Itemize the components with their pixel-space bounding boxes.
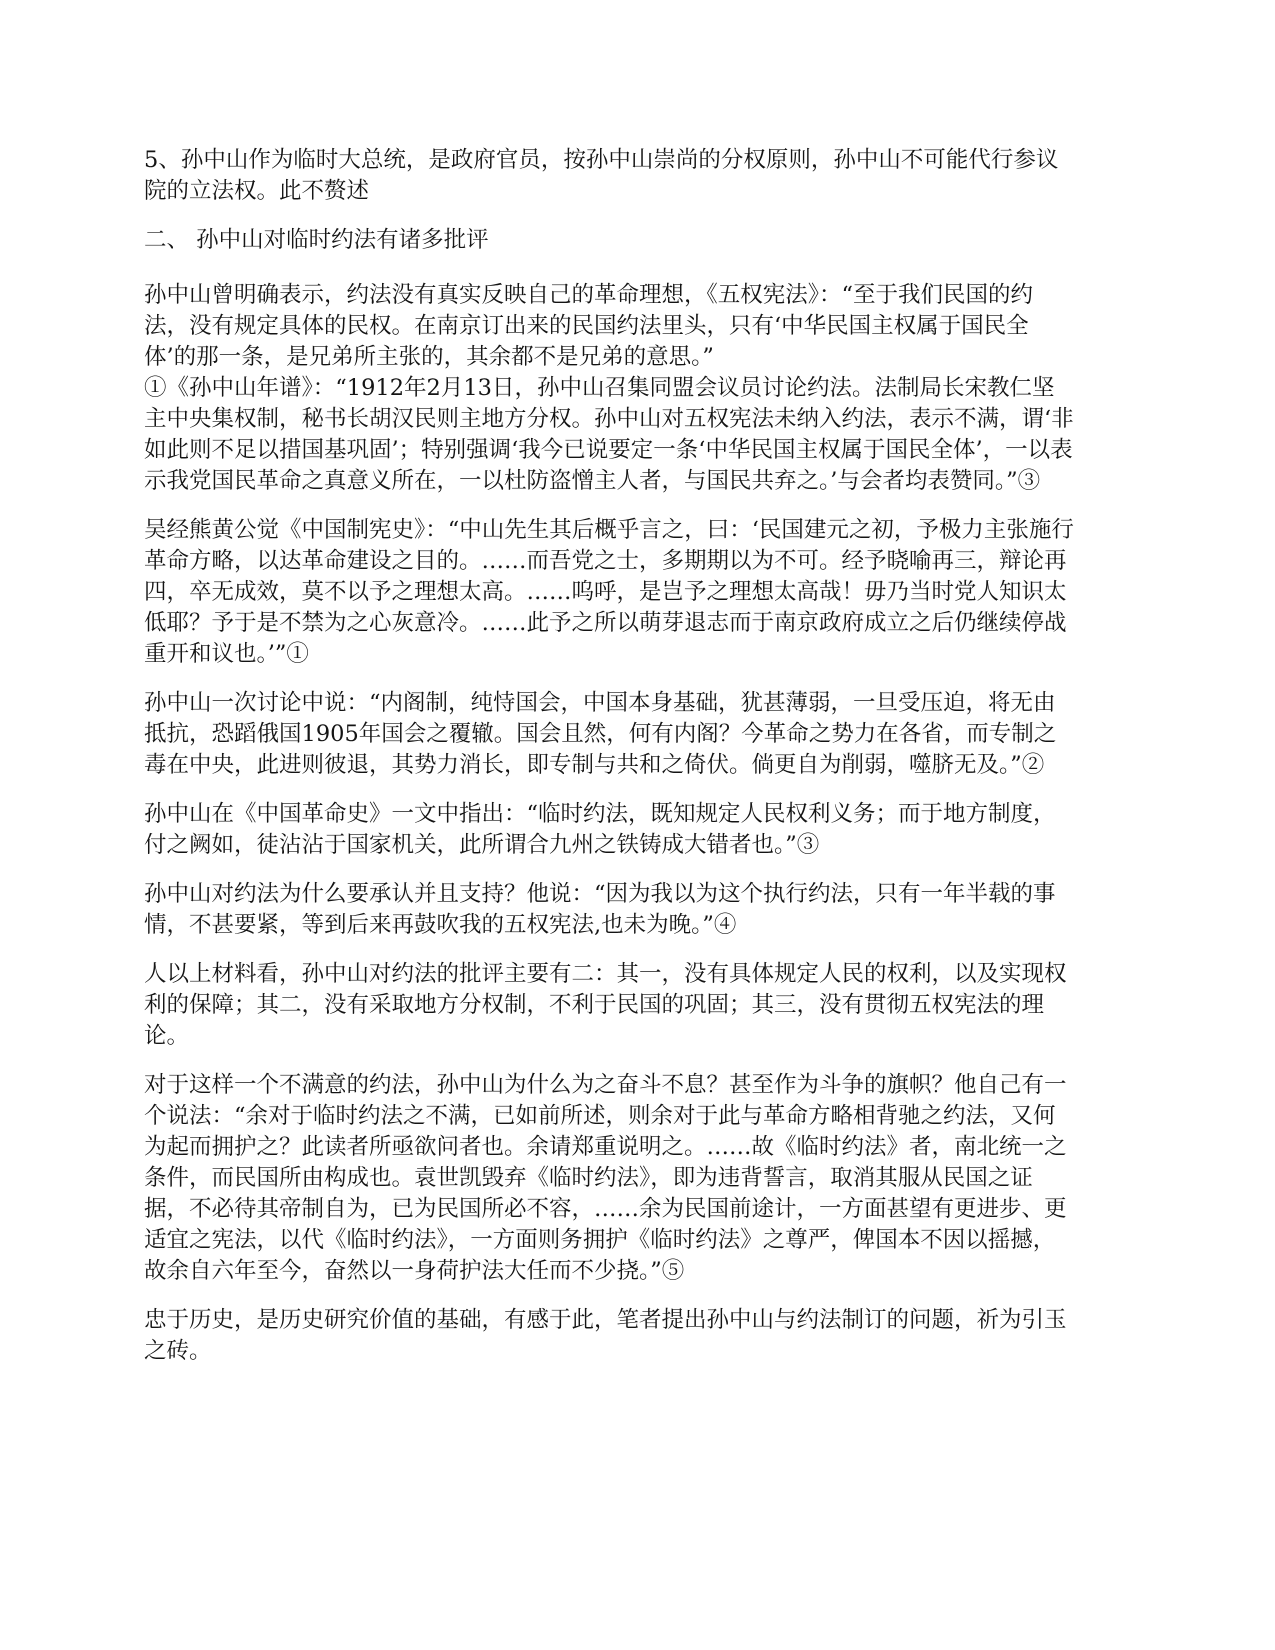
paragraph-support-reason: 孙中山对约法为什么要承认并且支持？他说：“因为我以为这个执行约法，只有一年半载的事情，不甚要紧，等到后来再鼓吹我的五权宪法,也未为晚。”④ — [144, 881, 1056, 938]
paragraph-nianpu-quote: ①《孙中山年谱》：“1912年2月13日，孙中山召集同盟会议员讨论约法。法制局长宋教仁坚主中央集权制，秘书长胡汉民则主地方分权。孙中山对五权宪法未纳入约法，表示不满，谓‘非如此则不足以措国基巩固’；特别强调‘我今已说要定一条‘中华民国主权属于国民全体’，一以表示我党国民革命之真意义所在，一以杜防盗憎主人者，与国民共弃之。’与会者均表赞同。”③ — [144, 375, 1074, 494]
section-heading-2: 二、 孙中山对临时约法有诸多批评 — [144, 227, 489, 253]
paragraph-neige-discussion: 孙中山一次讨论中说：“内阁制，纯恃国会，中国本身基础，犹甚薄弱，一旦受压迫，将无由抵抗，恐蹈俄国1905年国会之覆辙。国会且然，何有内阁？今革命之势力在各省，而专制之毒在中央，此进则彼退，其势力消长，即专制与共和之倚伏。倘更自为削弱，噬脐无及。”② — [144, 690, 1057, 778]
paragraph-point-5: 5、孙中山作为临时大总统，是政府官员，按孙中山崇尚的分权原则，孙中山不可能代行参议院的立法权。此不赘述 — [144, 147, 1059, 204]
paragraph-criticism-summary: 人以上材料看，孙中山对约法的批评主要有二：其一，没有具体规定人民的权利，以及实现权利的保障；其二，没有采取地方分权制，不利于民国的巩固；其三，没有贯彻五权宪法的理论。 — [144, 961, 1067, 1049]
paragraph-geming-shi-quote: 孙中山在《中国革命史》一文中指出：“临时约法，既知规定人民权利义务；而于地方制度，付之阙如，徒沾沾于国家机关，此所谓合九州之铁铸成大错者也。”③ — [144, 801, 1056, 858]
paragraph-defense-reason: 对于这样一个不满意的约法，孙中山为什么为之奋斗不息？甚至作为斗争的旗帜？他自己有一个说法：“余对于临时约法之不满，已如前所述，则余对于此与革命方略相背驰之约法，又何为起而拥护之？此读者所亟欲问者也。余请郑重说明之。……故《临时约法》者，南北统一之条件，而民国所由构成也。袁世凯毁弃《临时约法》，即为违背誓言，取消其服从民国之证据，不必待其帝制自为，已为民国所必不容，……余为民国前途计，一方面甚望有更进步、更适宜之宪法，以代《临时约法》，一方面则务拥护《临时约法》之尊严，俾国本不因以摇撼，故余自六年至今，奋然以一身荷护法大任而不少挠。”⑤ — [144, 1072, 1067, 1284]
paragraph-wuquan-xianfa-quote: 孙中山曾明确表示，约法没有真实反映自己的革命理想，《五权宪法》：“至于我们民国的约法，没有规定具体的民权。在南京订出来的民国约法里头，只有‘中华民国主权属于国民全体’的那一条，是兄弟所主张的，其余都不是兄弟的意思。” — [144, 282, 1034, 370]
paragraph-conclusion: 忠于历史，是历史研究价值的基础，有感于此，笔者提出孙中山与约法制订的问题，祈为引玉之砖。 — [144, 1307, 1067, 1364]
document-page — [144, 145, 1074, 1385]
paragraph-zhixianshi-quote: 吴经熊黄公觉《中国制宪史》：“中山先生其后概乎言之，曰：‘民国建元之初，予极力主张施行革命方略，以达革命建设之目的。……而吾党之士，多期期以为不可。经予晓喻再三，辩论再四，卒无成效，莫不以予之理想太高。……呜呼，是岂予之理想太高哉！毋乃当时党人知识太低耶？予于是不禁为之心灰意冷。……此予之所以萌芽退志而于南京政府成立之后仍继续停战重开和议也。’”① — [144, 517, 1074, 667]
